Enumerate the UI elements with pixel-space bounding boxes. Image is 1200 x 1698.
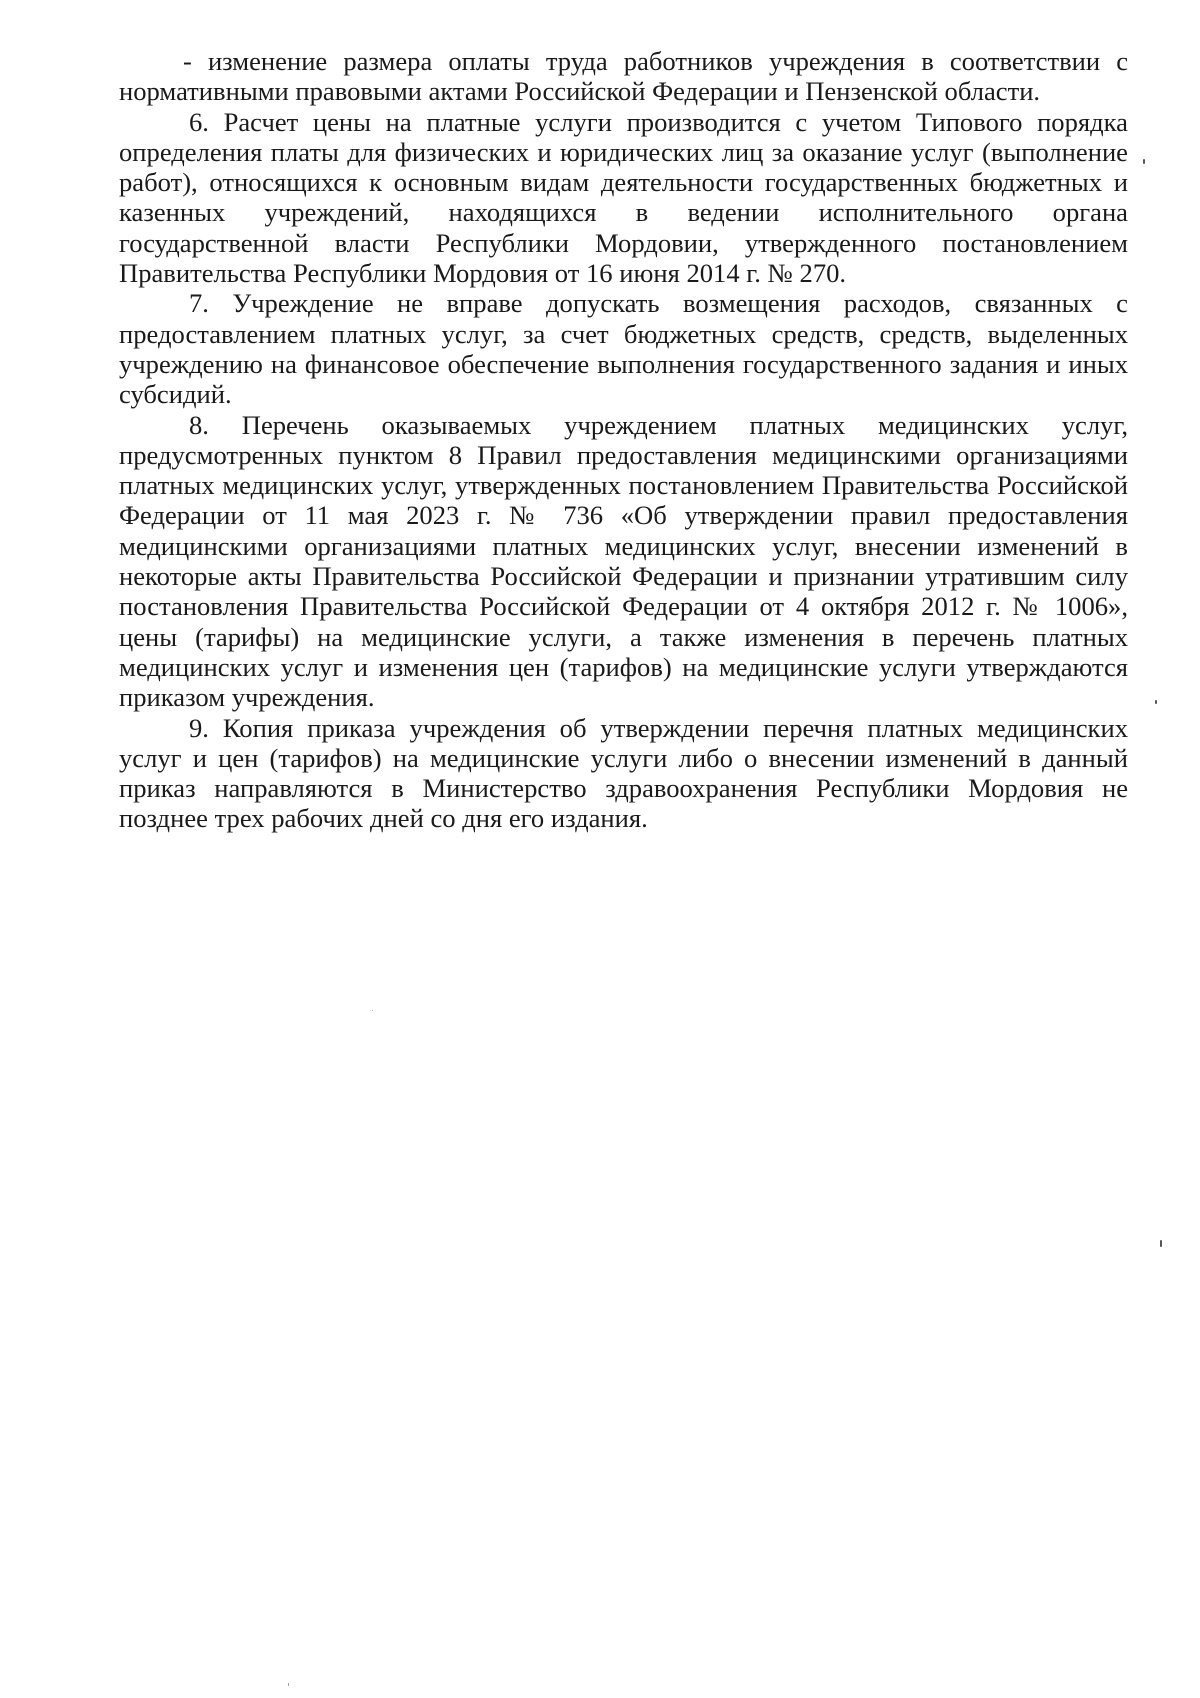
scan-speck	[372, 1010, 373, 1011]
scan-speck	[288, 1683, 289, 1686]
paragraph-7-expense-reimbursement: 7. Учреждение не вправе допускать возмещения расходов, связанных с предоставлением платных услуг, за счет бюджетных средств, средств, выделенных учреждению на финансовое обеспечение выполнения государственного задания и иных субсидий.	[119, 288, 1128, 410]
paragraph-8-paid-services-list: 8. Перечень оказываемых учреждением платных медицинских услуг, предусмотренных пунктом 8 Правил предоставления медицинскими организациями платных медицинских услуг, утвержденных постановлением Правительства Российской Федерации от 11 мая 2023 г. № 736 «Об утверждении правил предоставления медицинскими организациями платных медицинских услуг, внесении изменений в некоторые акты Правительства Российской Федерации и признании утратившим силу постановления Правительства Российской Федерации от 4 октября 2012 г. № 1006», цены (тарифы) на медицинские услуги, а также изменения в перечень платных медицинских услуг и изменения цен (тарифов) на медицинские услуги утверждаются приказом учреждения.	[119, 409, 1128, 713]
paragraph-6-price-calculation: 6. Расчет цены на платные услуги производится с учетом Типового порядка определения платы для физических и юридических лиц за оказание услуг (выполнение работ), относящихся к основным видам деятельности государственных бюджетных и казенных учреждений, находящихся в ведении исполнительного органа государственной власти Республики Мордовии, утвержденного постановлением Правительства Республики Мордовия от 16 июня 2014 г. № 270.	[119, 106, 1128, 289]
paragraph-salary-change: - изменение размера оплаты труда работников учреждения в соответствии с нормативными правовыми актами Российской Федерации и Пензенской области.	[119, 46, 1128, 107]
scan-speck	[1160, 1240, 1162, 1247]
scan-speck	[1155, 700, 1157, 704]
paragraph-9-order-copy: 9. Копия приказа учреждения об утверждении перечня платных медицинских услуг и цен (тарифов) на медицинские услуги либо о внесении изменений в данный приказ направляются в Министерство здравоохранения Республики Мордовия не позднее трех рабочих дней со дня его издания.	[119, 712, 1128, 834]
document-body	[119, 46, 1128, 834]
scan-speck	[1143, 159, 1145, 164]
